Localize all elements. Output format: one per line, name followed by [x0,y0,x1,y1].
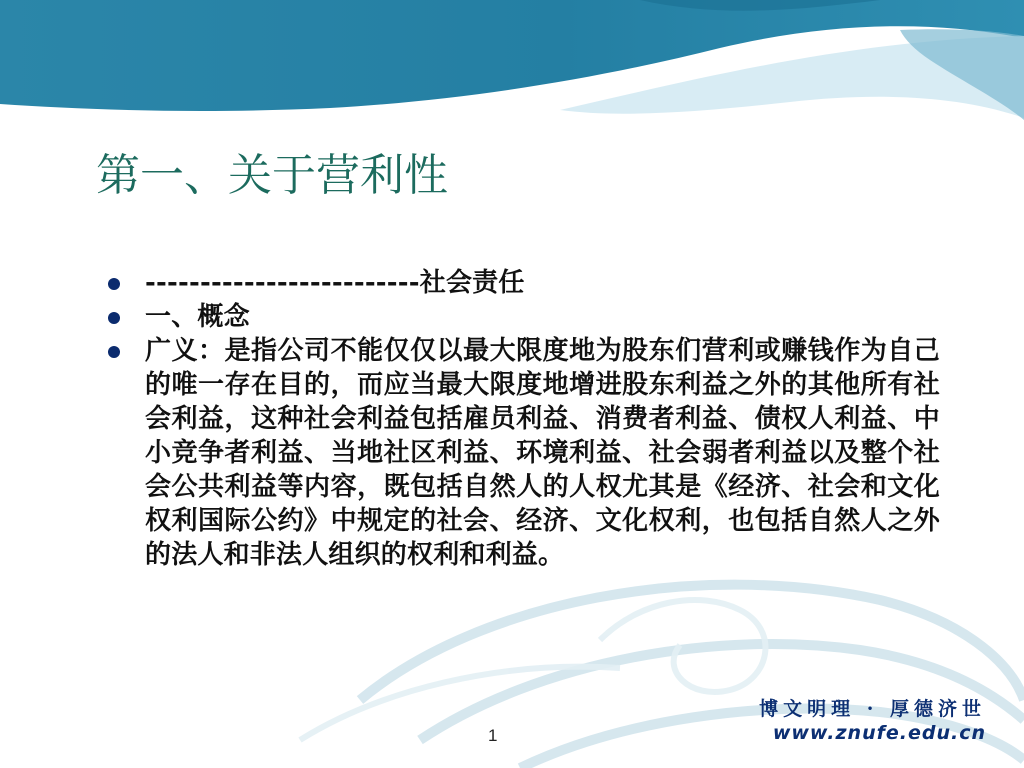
page-number: 1 [488,726,498,745]
bullet-text: 一、概念 [145,302,250,332]
bullet-dot-icon [108,278,120,290]
bullet-text: 广义：是指公司不能仅仅以最大限度地为股东们营利或赚钱作为自己的唯一存在目的，而应当最大限度地增进股东利益之外的其他所有社会利益，这种社会利益包括雇员利益、消费者利益、债权人利益、中小竞争者利益、当地社区利益、环境利益、社会弱者利益以及整个社会公共利益等内容，既包括自然人的人权尤其是《经济、社会和文化权利国际公约》中规定的社会、经济、文化权利，也包括自然人之外的法人和非法人组织的权利和利益。 [145,336,940,570]
bullet-text: -------------------------社会责任 [145,268,525,298]
bullet-item [100,300,940,334]
bullet-dot-icon [108,312,120,324]
bullet-item [100,334,940,572]
website-link[interactable]: www.znufe.edu.cn [772,722,986,744]
slide-title: 第一、关于营利性 [96,150,448,201]
bullet-item [100,266,940,300]
bullet-list [100,266,940,572]
bullet-dot-icon [108,346,120,358]
school-motto: 博文明理 · 厚德济世 [759,698,986,720]
